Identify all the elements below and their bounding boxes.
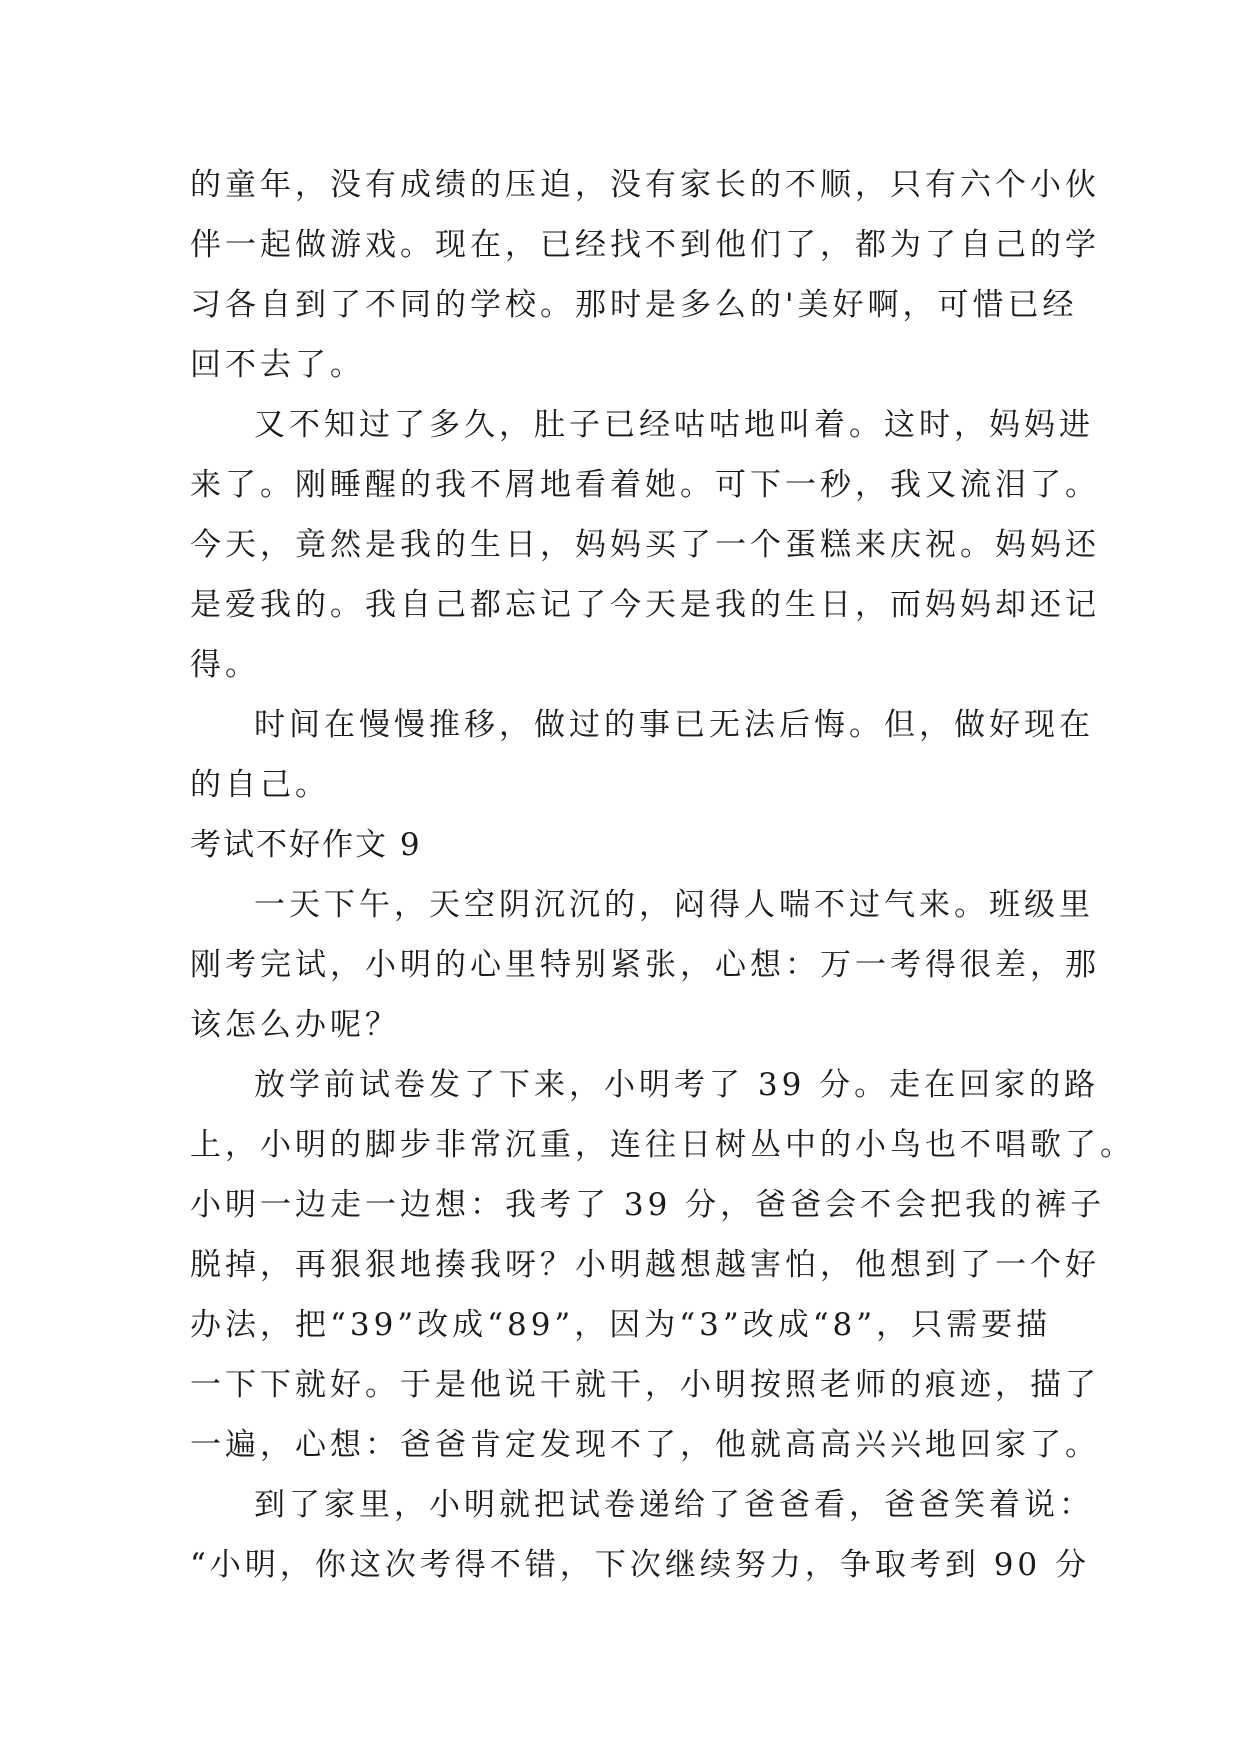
text-line: 习各自到了不同的学校。那时是多么的'美好啊，可惜已经 <box>190 287 1078 323</box>
document-page <box>190 155 1135 1595</box>
text-line: 刚考完试，小明的心里特别紧张，心想：万一考得很差，那 <box>190 947 1100 983</box>
text-line: 今天，竟然是我的生日，妈妈买了一个蛋糕来庆祝。妈妈还 <box>190 527 1100 563</box>
text-line: 伴一起做游戏。现在，已经找不到他们了，都为了自己的学 <box>190 227 1100 263</box>
paragraph-start-line: 一天下午，天空阴沉沉的，闷得人喘不过气来。班级里 <box>254 887 1094 923</box>
text-line: 一下下就好。于是他说干就干，小明按照老师的痕迹，描了 <box>190 1367 1100 1403</box>
paragraph-start-line: 放学前试卷发了下来，小明考了 39 分。走在回家的路 <box>254 1067 1100 1103</box>
text-line: 办法，把“39”改成“89”，因为“3”改成“8”，只需要描 <box>190 1307 1052 1343</box>
text-line: 的童年，没有成绩的压迫，没有家长的不顺，只有六个小伙 <box>190 167 1100 203</box>
text-line: 上，小明的脚步非常沉重，连往日树丛中的小鸟也不唱歌了。 <box>190 1127 1135 1163</box>
text-line: 脱掉，再狠狠地揍我呀？小明越想越害怕，他想到了一个好 <box>190 1247 1100 1283</box>
text-line: 是爱我的。我自己都忘记了今天是我的生日，而妈妈却还记 <box>190 587 1100 623</box>
paragraph-start-line: 又不知过了多久，肚子已经咕咕地叫着。这时，妈妈进 <box>254 407 1094 443</box>
text-line: 该怎么办呢？ <box>190 1007 400 1043</box>
paragraph-start-line: 到了家里，小明就把试卷递给了爸爸看，爸爸笑着说： <box>254 1487 1094 1523</box>
text-line: 回不去了。 <box>190 347 365 383</box>
text-line: 小明一边走一边想：我考了 39 分，爸爸会不会把我的裤子 <box>190 1187 1106 1223</box>
text-line: 的自己。 <box>190 767 330 803</box>
paragraph-start-line: 时间在慢慢推移，做过的事已无法后悔。但，做好现在 <box>254 707 1094 743</box>
text-line: “小明，你这次考得不错，下次继续努力，争取考到 90 分 <box>190 1547 1090 1583</box>
section-heading: 考试不好作文 9 <box>190 827 422 863</box>
text-line: 来了。刚睡醒的我不屑地看着她。可下一秒，我又流泪了。 <box>190 467 1100 503</box>
text-line: 得。 <box>190 647 260 683</box>
text-line: 一遍，心想：爸爸肯定发现不了，他就高高兴兴地回家了。 <box>190 1427 1100 1463</box>
